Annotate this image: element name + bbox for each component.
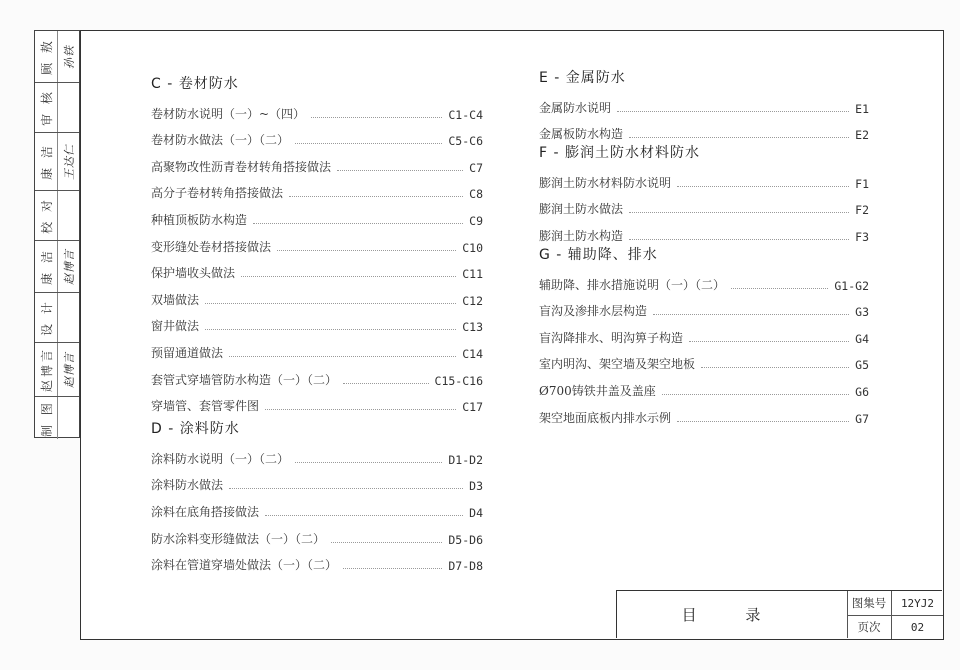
atlas-number-value: 12YJ2: [900, 596, 935, 610]
entry-title: 卷材防水说明（一）~（四）: [151, 106, 306, 121]
entry-title: 防水涂料变形缝做法（一）（二）: [151, 531, 326, 546]
signature-role-col: [35, 343, 58, 396]
entry-page-code: C1-C4: [448, 107, 483, 122]
section-heading: D - 涂料防水: [151, 421, 240, 438]
section-heading: G - 辅助降、排水: [539, 246, 658, 263]
contents-entry: [151, 122, 483, 149]
signature-name-col: [57, 31, 81, 82]
signature-role: 制 图: [39, 399, 54, 437]
leader-dots: [629, 238, 849, 240]
contents-entry: [151, 281, 483, 308]
entry-title: 盲沟降排水、明沟箅子构造: [539, 330, 684, 345]
leader-dots: [343, 382, 429, 384]
leader-dots: [629, 211, 849, 213]
contents-left-column: [151, 73, 483, 573]
entry-title: 双墙做法: [151, 292, 200, 307]
contents-entry: [539, 319, 869, 346]
signature-role-col: [35, 31, 58, 82]
contents-entry: [539, 346, 869, 373]
contents-entry: [151, 148, 483, 175]
entry-page-code: C9: [469, 213, 483, 228]
entry-page-code: G5: [855, 358, 869, 373]
signature-role-col: [35, 83, 58, 132]
drawing-frame: [80, 30, 944, 640]
atlas-number-label: 图集号: [847, 591, 892, 615]
entry-title: 金属板防水构造: [539, 127, 624, 142]
leader-dots: [229, 487, 463, 489]
contents-entry: [539, 164, 869, 191]
leader-dots: [205, 328, 456, 330]
signature-role: 康 洁: [39, 248, 54, 285]
signature-cell: [35, 343, 79, 397]
entry-title: 穿墙管、套管零件图: [151, 399, 260, 414]
entry-page-code: G6: [855, 384, 869, 399]
signature-role-col: [35, 397, 58, 439]
contents-entry: [151, 467, 483, 494]
contents-entry: [151, 201, 483, 228]
leader-dots: [289, 195, 463, 197]
leader-dots: [265, 514, 463, 516]
entry-title: 变形缝处卷材搭接做法: [151, 239, 272, 254]
entry-page-code: G3: [855, 305, 869, 320]
entry-title: 金属防水说明: [539, 100, 612, 115]
signature-role-col: [35, 191, 58, 240]
entry-title: 辅助降、排水措施说明（一）（二）: [539, 277, 726, 292]
leader-dots: [241, 275, 456, 277]
leader-dots: [653, 313, 849, 315]
signature-name-col: [57, 343, 81, 396]
signature-role: 赵博言: [39, 346, 54, 393]
entry-page-code: G4: [855, 331, 869, 346]
leader-dots: [295, 142, 442, 144]
contents-entry: [151, 388, 483, 415]
contents-entry: [151, 361, 483, 388]
leader-dots: [229, 355, 456, 357]
entry-page-code: D7-D8: [448, 559, 483, 574]
contents-entry: [151, 520, 483, 547]
signature-name-col: [57, 191, 81, 240]
section-heading: C - 卷材防水: [151, 76, 239, 92]
signature-role-col: [35, 293, 58, 342]
entry-title: 涂料防水说明（一）（二）: [151, 451, 290, 466]
signature-cell: [35, 241, 79, 293]
signature-cell: [35, 293, 79, 343]
contents-entry: [151, 175, 483, 202]
contents-entry: [539, 191, 869, 218]
contents-entry: [151, 547, 483, 574]
signature-cell: [35, 397, 79, 439]
entry-page-code: C8: [469, 187, 483, 202]
contents-entry: [539, 372, 869, 399]
entry-page-code: D4: [469, 505, 483, 520]
entry-page-code: C15-C16: [434, 373, 483, 388]
section-heading: F - 膨润土防水材料防水: [539, 145, 701, 162]
leader-dots: [689, 340, 849, 342]
leader-dots: [295, 461, 442, 463]
sheet-title: 目 录: [617, 591, 848, 638]
entry-title: 室内明沟、架空墙及架空地板: [539, 357, 696, 372]
contents-entry: [151, 228, 483, 255]
entry-page-code: D5-D6: [448, 532, 483, 547]
entry-title: 套管式穿墙管防水构造（一）（二）: [151, 372, 338, 387]
leader-dots: [662, 393, 849, 395]
signature-name-col: [57, 83, 81, 132]
entry-title: 高聚物改性沥青卷材转角搭接做法: [151, 159, 332, 174]
leader-dots: [677, 420, 849, 422]
contents-entry: [151, 95, 483, 122]
signature-cell: [35, 133, 79, 191]
signature-cell: [35, 191, 79, 241]
entry-title: 保护墙收头做法: [151, 266, 236, 281]
entry-title: 卷材防水做法（一）（二）: [151, 133, 290, 148]
entry-page-code: G1-G2: [834, 278, 869, 293]
signature-strip: [34, 30, 80, 438]
entry-page-code: C7: [469, 160, 483, 175]
entry-page-code: E2: [855, 128, 869, 143]
signature-name: 王达仁: [63, 143, 76, 180]
signature-cell: [35, 83, 79, 133]
title-block: [616, 590, 942, 638]
leader-dots: [337, 169, 463, 171]
leader-dots: [677, 185, 849, 187]
signature-name: 赵博言: [63, 248, 76, 285]
leader-dots: [731, 287, 828, 289]
signature-role: 设 计: [39, 299, 54, 336]
contents-entry: [151, 308, 483, 335]
signature-role: 康 洁: [39, 143, 54, 180]
entry-title: 种植顶板防水构造: [151, 212, 248, 227]
signature-name: 赵博言: [63, 351, 76, 388]
entry-page-code: D3: [469, 479, 483, 494]
contents-entry: [539, 89, 869, 116]
atlas-number-row: [847, 591, 943, 616]
section-heading: E - 金属防水: [539, 70, 626, 86]
contents-entry: [539, 116, 869, 143]
signature-role-col: [35, 133, 58, 190]
contents-entry: [539, 266, 869, 293]
signature-role-col: [35, 241, 58, 292]
leader-dots: [617, 110, 849, 112]
entry-title: 窗井做法: [151, 319, 200, 334]
entry-title: 涂料防水做法: [151, 478, 224, 493]
entry-page-code: F3: [855, 229, 869, 244]
signature-role: 顾 敖: [39, 38, 54, 75]
signature-name-col: [57, 293, 81, 342]
entry-title: 膨润土防水做法: [539, 202, 624, 217]
signature-name-col: [57, 133, 81, 190]
entry-page-code: D1-D2: [448, 452, 483, 467]
entry-title: 架空地面底板内排水示例: [539, 410, 672, 425]
entry-page-code: F1: [855, 176, 869, 191]
leader-dots: [311, 116, 442, 118]
signature-role: 校 对: [39, 197, 54, 234]
leader-dots: [343, 567, 442, 569]
page-number-row: [847, 615, 943, 639]
entry-page-code: C13: [462, 320, 483, 335]
entry-page-code: G7: [855, 411, 869, 426]
signature-role: 审 核: [39, 89, 54, 126]
signature-name-col: [57, 397, 81, 439]
entry-page-code: F2: [855, 203, 869, 218]
contents-entry: [151, 493, 483, 520]
entry-title: 盲沟及渗排水层构造: [539, 304, 648, 319]
contents-entry: [539, 399, 869, 426]
leader-dots: [331, 541, 442, 543]
entry-title: Ø700铸铁井盖及盖座: [539, 383, 656, 398]
signature-name-col: [57, 241, 81, 292]
contents-entry: [151, 255, 483, 282]
leader-dots: [253, 222, 463, 224]
signature-cell: [35, 31, 79, 83]
leader-dots: [277, 249, 456, 251]
leader-dots: [265, 408, 456, 410]
entry-title: 高分子卷材转角搭接做法: [151, 186, 284, 201]
entry-title: 预留通道做法: [151, 345, 224, 360]
entry-page-code: C5-C6: [448, 134, 483, 149]
page-number-value: 02: [910, 620, 925, 634]
signature-name: 孙铁: [63, 44, 76, 69]
leader-dots: [205, 302, 456, 304]
contents-entry: [539, 293, 869, 320]
contents-entry: [539, 217, 869, 244]
entry-title: 膨润土防水材料防水说明: [539, 175, 672, 190]
entry-page-code: C14: [462, 346, 483, 361]
contents-right-column: [539, 67, 869, 426]
entry-title: 涂料在管道穿墙处做法（一）（二）: [151, 558, 338, 573]
entry-page-code: C10: [462, 240, 483, 255]
leader-dots: [629, 136, 849, 138]
entry-title: 涂料在底角搭接做法: [151, 504, 260, 519]
entry-title: 膨润土防水构造: [539, 228, 624, 243]
page-number-label: 页次: [847, 615, 892, 639]
entry-page-code: C12: [462, 293, 483, 308]
entry-page-code: E1: [855, 101, 869, 116]
contents-entry: [151, 334, 483, 361]
entry-page-code: C11: [462, 267, 483, 282]
entry-page-code: C17: [462, 400, 483, 415]
contents-entry: [151, 440, 483, 467]
leader-dots: [701, 366, 849, 368]
